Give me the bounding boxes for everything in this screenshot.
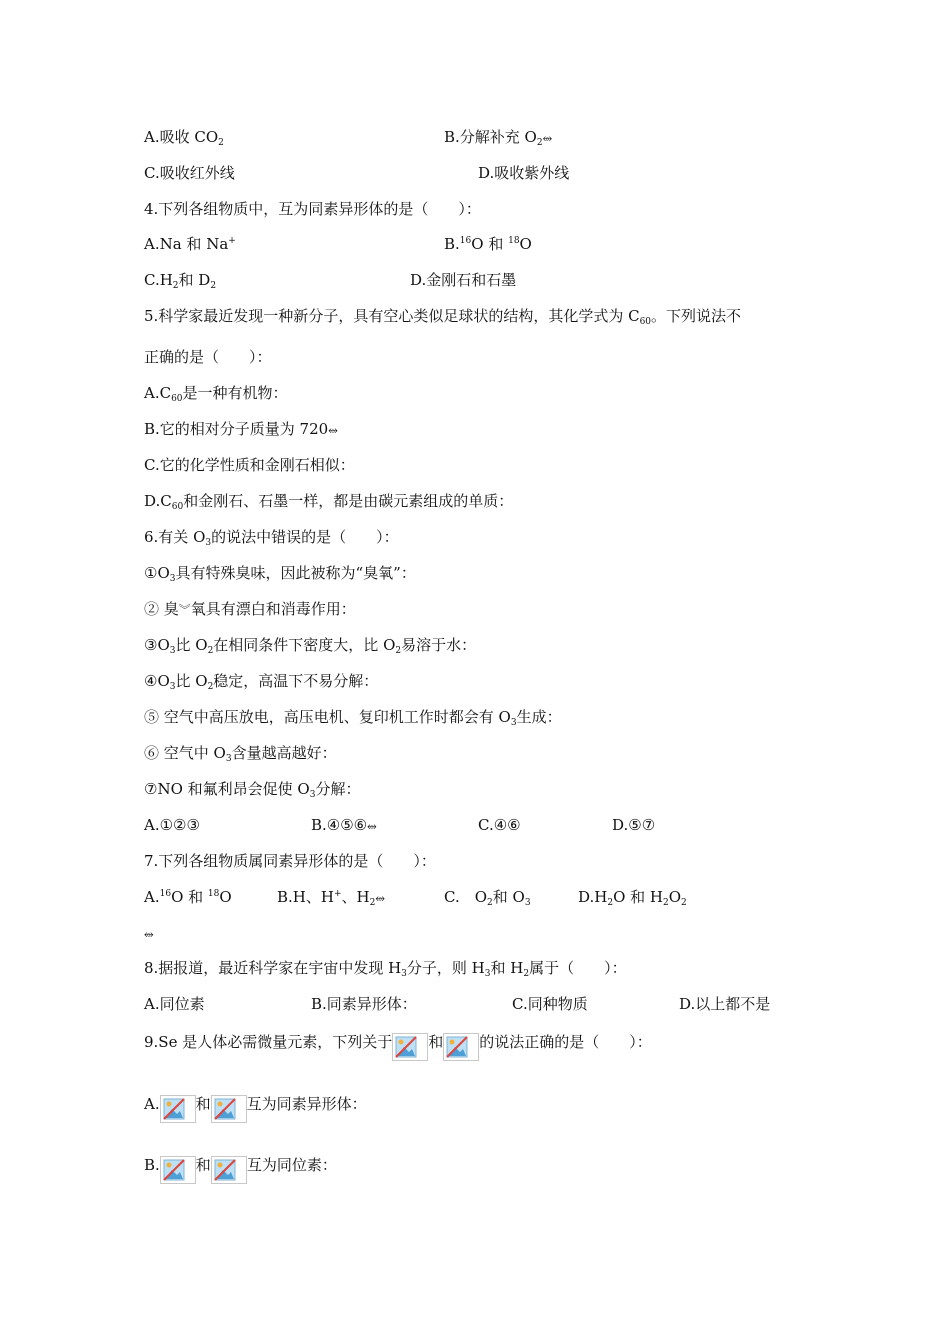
option-b: B. 和 互为同位素： (144, 1155, 337, 1184)
option-c: $C.H_2$和 $D_2$ (144, 271, 217, 291)
option-a: A.①②③ (144, 816, 200, 834)
option-d: $D.C_{60}$和金刚石、石墨一样，都是由碳元素组成的单质： (144, 492, 514, 512)
option-c: C. $O_2$和 $O_3$ (444, 888, 531, 908)
symbol-glyph: ⥈ (375, 891, 385, 905)
option-b: B.④⑤⑥⥈ (311, 816, 377, 834)
option-a: A.$^{16}$O 和 $^{18}$O (144, 888, 232, 906)
option-c: C.④⑥ (478, 816, 521, 834)
option-d: D.吸收紫外线 (478, 164, 570, 182)
statement-3: $③O_3$比 $O_2$在相同条件下密度大，比 $O_2$易溶于水： (144, 636, 477, 656)
option-a: A.同位素 (144, 995, 205, 1013)
option-a: A.吸收 $CO_2$ (144, 128, 224, 148)
question-9: 9.Se 是人体必需微量元素，下列关于 和 的说法正确的是（ ）： (144, 1032, 652, 1061)
question-6: 6.有关 $O_3$的说法中错误的是（ ）： (144, 528, 399, 548)
option-a: A. 和 互为同素异形体： (144, 1094, 367, 1123)
option-b: B.分解补充 $O_2⥈$ (444, 128, 553, 148)
option-a: A.Na 和 Na+ (144, 235, 236, 253)
statement-2: ② 臭︾氧具有漂白和消毒作用： (144, 600, 356, 618)
option-b: B.它的相对分子质量为 720⥈ (144, 420, 338, 438)
option-c: C.吸收红外线 (144, 164, 235, 182)
question-5: 5.科学家最近发现一种新分子，具有空心类似足球状的结构，其化学式为 $C_{60}$。下列说法不 (144, 307, 742, 327)
option-a: $A.C_{60}$是一种有机物： (144, 384, 288, 404)
option-d: D.金刚石和石墨 (410, 271, 517, 289)
broken-image-icon (160, 1095, 196, 1123)
broken-image-icon (160, 1156, 196, 1184)
question-7: 7.下列各组物质属同素异形体的是（ ）： (144, 852, 436, 870)
broken-image-icon (443, 1033, 479, 1061)
symbol-glyph: ⥈ (328, 423, 338, 437)
option-c: C.同种物质 (512, 995, 588, 1013)
option-c: C.它的化学性质和金刚石相似： (144, 456, 355, 474)
option-b: B.$^{16}$O 和 $^{18}$O (444, 235, 532, 253)
question-5-cont: 正确的是（ ）： (144, 348, 272, 366)
broken-image-icon (211, 1095, 247, 1123)
option-b: B.H、H+、$H_2⥈$ (277, 888, 385, 908)
broken-image-icon (392, 1033, 428, 1061)
option-row (144, 127, 224, 147)
symbol-glyph: ︾ (178, 603, 191, 617)
option-d: D.以上都不是 (679, 995, 771, 1013)
question-4: 4.下列各组物质中，互为同素异形体的是（ ）： (144, 200, 481, 218)
statement-4: $④O_3$比 $O_2$稳定，高温下不易分解： (144, 672, 379, 692)
symbol-glyph: ⥈ (144, 927, 154, 941)
question-8: 8.据报道，最近科学家在宇宙中发现 $H_3$分子，则 $H_3$和 $H_2$属于（ ）： (144, 959, 627, 979)
option-d: $D.H_2O$ 和 $H_2O_2$ (578, 888, 687, 908)
broken-image-icon (211, 1156, 247, 1184)
statement-7: ⑦NO 和氟利昂会促使 $O_3$分解： (144, 780, 361, 800)
statement-5: ⑤ 空气中高压放电，高压电机、复印机工作时都会有 $O_3$生成： (144, 708, 562, 728)
option-b: B.同素异形体： (311, 995, 417, 1013)
statement-6: ⑥ 空气中 $O_3$含量越高越好： (144, 744, 337, 764)
symbol-glyph: ⥈ (542, 131, 553, 145)
option-d: D.⑤⑦ (612, 816, 656, 834)
statement-1: $①O_3$具有特殊臭味，因此被称为“臭氧”： (144, 564, 416, 584)
symbol-glyph: ⥈ (367, 819, 377, 833)
